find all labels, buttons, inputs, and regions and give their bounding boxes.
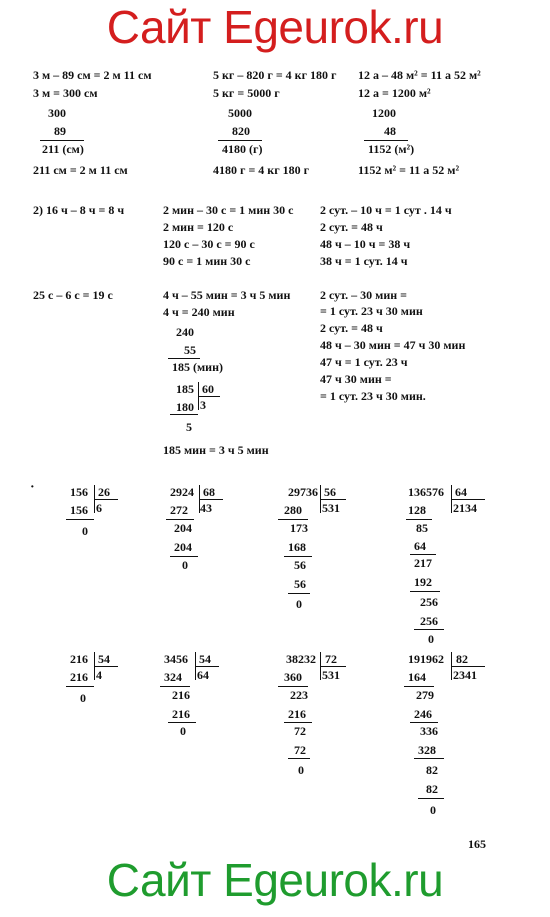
division-step: 0 — [296, 597, 302, 611]
site-banner-bottom: Сайт Egeurok.ru — [106, 854, 444, 906]
division-divisor: 82 — [456, 652, 468, 666]
division-step: 82 — [426, 782, 438, 796]
division-quotient: 2341 — [453, 668, 477, 682]
text-line: 47 ч = 1 сут. 23 ч — [320, 355, 408, 369]
division-step: 0 — [428, 632, 434, 646]
division-step: 246 — [414, 707, 432, 721]
division-step: 0 — [298, 763, 304, 777]
division-step: 216 — [172, 688, 190, 702]
division-step: 0 — [80, 691, 86, 705]
division-quotient: 2134 — [453, 501, 477, 515]
division-divisor: 54 — [199, 652, 211, 666]
division-divisor: 64 — [455, 485, 467, 499]
text-line: 1152 (м²) — [368, 142, 415, 156]
text-line: 185 (мин) — [172, 360, 223, 374]
division-step: 85 — [416, 521, 428, 535]
division-dividend: 2924 — [170, 485, 194, 499]
division-quotient: 64 — [197, 668, 209, 682]
text-line: = 1 сут. 23 ч 30 мин. — [320, 389, 426, 403]
text-line: 2 сут. = 48 ч — [320, 321, 383, 335]
text-line: 185 мин = 3 ч 5 мин — [163, 443, 269, 457]
division-dividend: 38232 — [286, 652, 316, 666]
division-dividend: 216 — [70, 652, 88, 666]
division-dividend: 156 — [70, 485, 88, 499]
text-line: 3 — [200, 398, 206, 412]
division-step: 168 — [288, 540, 306, 554]
text-line: 2 сут. = 48 ч — [320, 220, 383, 234]
text-line: 211 см = 2 м 11 см — [33, 163, 128, 177]
division-step: 256 — [420, 614, 438, 628]
division-quotient: 6 — [96, 501, 102, 515]
text-line: = 1 сут. 23 ч 30 мин — [320, 304, 423, 318]
division-step: 0 — [430, 803, 436, 817]
text-line: 60 — [202, 382, 214, 396]
division-step: 272 — [170, 503, 188, 517]
division-dividend: 3456 — [164, 652, 188, 666]
division-quotient: 531 — [322, 501, 340, 515]
text-line: 5 кг = 5000 г — [213, 86, 280, 100]
text-line: 25 с – 6 с = 19 с — [33, 288, 113, 302]
text-line: 1200 — [372, 106, 396, 120]
division-step: 279 — [416, 688, 434, 702]
division-step: 56 — [294, 558, 306, 572]
division-step: 156 — [70, 503, 88, 517]
text-line: 5000 — [228, 106, 252, 120]
division-step: 0 — [182, 558, 188, 572]
text-line: 300 — [48, 106, 66, 120]
text-line: 120 с – 30 с = 90 с — [163, 237, 255, 251]
text-line: 2 сут. – 10 ч = 1 сут . 14 ч — [320, 203, 452, 217]
text-line: 48 ч – 30 мин = 47 ч 30 мин — [320, 338, 466, 352]
text-line: 12 а = 1200 м² — [358, 86, 431, 100]
text-line: 2 сут. – 30 мин = — [320, 288, 407, 302]
text-line: 4 ч = 240 мин — [163, 305, 235, 319]
text-line: 47 ч 30 мин = — [320, 372, 392, 386]
division-step: 256 — [420, 595, 438, 609]
text-line: 5 — [186, 420, 192, 434]
text-line: 12 а – 48 м² = 11 а 52 м² — [358, 68, 481, 82]
division-step: 82 — [426, 763, 438, 777]
text-line: 5 кг – 820 г = 4 кг 180 г — [213, 68, 337, 82]
division-step: 64 — [414, 539, 426, 553]
text-line: 89 — [54, 124, 66, 138]
division-divisor: 26 — [98, 485, 110, 499]
text-line: 180 — [176, 400, 194, 414]
text-line: 90 с = 1 мин 30 с — [163, 254, 251, 268]
stray-dot: · — [30, 480, 35, 495]
site-banner-top: Сайт Egeurok.ru — [106, 1, 444, 53]
division-divisor: 54 — [98, 652, 110, 666]
division-step: 216 — [70, 670, 88, 684]
text-line: 1152 м² = 11 а 52 м² — [358, 163, 460, 177]
division-step: 128 — [408, 503, 426, 517]
text-line: 2 мин – 30 с = 1 мин 30 с — [163, 203, 294, 217]
text-line: 2) 16 ч – 8 ч = 8 ч — [33, 203, 125, 217]
text-line: 3 м = 300 см — [33, 86, 98, 100]
text-line: 4 ч – 55 мин = 3 ч 5 мин — [163, 288, 291, 302]
division-step: 72 — [294, 724, 306, 738]
division-step: 204 — [174, 540, 192, 554]
division-step: 216 — [288, 707, 306, 721]
division-step: 328 — [418, 743, 436, 757]
division-quotient: 43 — [200, 501, 212, 515]
division-step: 192 — [414, 575, 432, 589]
division-step: 173 — [290, 521, 308, 535]
division-step: 204 — [174, 521, 192, 535]
division-step: 164 — [408, 670, 426, 684]
division-step: 0 — [180, 724, 186, 738]
text-line: 4180 г = 4 кг 180 г — [213, 163, 310, 177]
division-step: 324 — [164, 670, 182, 684]
text-line: 4180 (г) — [222, 142, 263, 156]
text-line: 38 ч = 1 сут. 14 ч — [320, 254, 408, 268]
text-line: 55 — [184, 343, 196, 357]
text-line: 240 — [176, 325, 194, 339]
division-step: 0 — [82, 524, 88, 538]
division-step: 280 — [284, 503, 302, 517]
division-step: 56 — [294, 577, 306, 591]
division-quotient: 4 — [96, 668, 102, 682]
division-dividend: 29736 — [288, 485, 318, 499]
division-step: 336 — [420, 724, 438, 738]
division-dividend: 136576 — [408, 485, 444, 499]
page-number: 165 — [468, 837, 486, 851]
text-line: 48 — [384, 124, 396, 138]
division-dividend: 191962 — [408, 652, 444, 666]
division-step: 223 — [290, 688, 308, 702]
text-line: 185 — [176, 382, 194, 396]
text-line: 48 ч – 10 ч = 38 ч — [320, 237, 411, 251]
division-step: 72 — [294, 743, 306, 757]
division-quotient: 531 — [322, 668, 340, 682]
text-line: 2 мин = 120 с — [163, 220, 234, 234]
division-step: 217 — [414, 556, 432, 570]
text-line: 3 м – 89 см = 2 м 11 см — [33, 68, 152, 82]
text-line: 820 — [232, 124, 250, 138]
division-divisor: 68 — [203, 485, 215, 499]
division-divisor: 72 — [325, 652, 337, 666]
division-step: 216 — [172, 707, 190, 721]
text-line: 211 (см) — [42, 142, 84, 156]
division-divisor: 56 — [324, 485, 336, 499]
division-step: 360 — [284, 670, 302, 684]
